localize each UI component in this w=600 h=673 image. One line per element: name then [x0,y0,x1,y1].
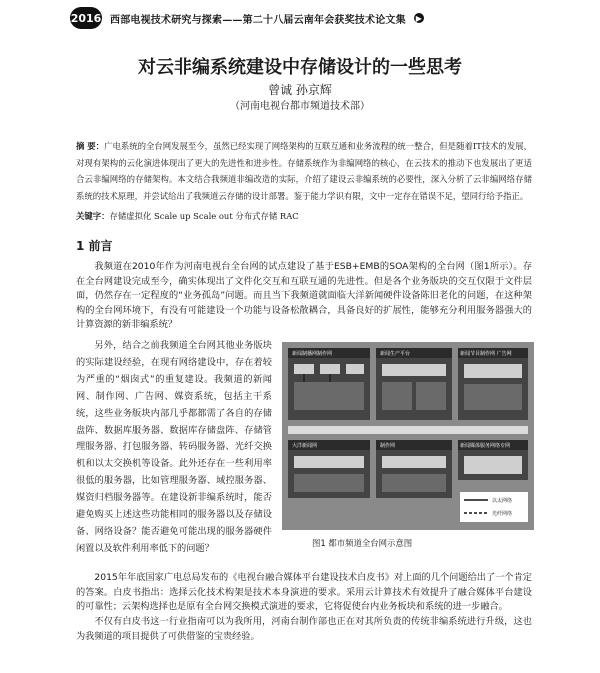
diagram-panel-5 [376,440,452,498]
journal-title: 西部电视技术研究与探索——第二十八届云南年会获奖技术论文集 [110,14,406,26]
legend-ethernet: 以太网络 [492,498,513,504]
body-paragraph: 不仅有白皮书这一行业指南可以为我所用，河南台制作部也正在对其所负责的传统非编系统进行升级，这也为我频道的项目提供了可供借鉴的宝贵经验。 [76,616,532,642]
keywords [76,210,532,222]
body-paragraph: 2015年年底国家广电总局发布的《电视台融合媒体平台建设技术白皮书》对上面的几个问题给出了一个肯定的答案。白皮书指出：选择云化技术构架是技术本身演进的要求。采用云计算技术有效提升了融合媒体平台建设的可靠性；云架构选择也是原有全台网交换模式演进的要求，它将促使台内业务板块和系统的进一步融合。 [76,572,532,613]
diagram-legend [460,492,528,522]
panel-label-6: 新闻媒体服务网络专网 [460,443,511,449]
panel-label-5: 制作网 [380,443,396,449]
section-heading: 1 前言 [76,239,113,253]
panel-label-4: 大洋新闻网 [292,443,318,449]
body-paragraph: 另外，结合之前我频道全台网其他业务版块的实际建设经验，在现有网络建设中，存在着较为严重的“烟囱式”的重复建设。我频道的新闻网、制作网、广告网、媒资系统，包括主干系统，这些业务版块内部几乎都都需了各自的存储盘阵、数据库服务器、数据库存储盘阵、存储管理服务器、打包服务器、转码服务器、光纤交换机和以太交换机等设备。此外还存在一些利用率很低的服务器，比如管理服务器、域控服务器、媒资归档服务器等。在建设新非编系统时，能否避免购买上述这些功能相同的服务器以及存储设备、网络设备？能否避免可能出现的服务器硬件闲置以及软件利用率低下的问题？ [76,340,272,554]
keywords-label: 关键字： [76,211,110,221]
arrow-icon: ▶ [415,13,422,23]
figure-caption: 图1 都市频道全台网示意图 [312,538,413,548]
paper-authors: 曾诚 孙京辉 [268,83,332,97]
figure-1 [282,342,534,530]
journal-header [70,6,582,30]
panel-label-1: 新闻制播网制作网 [292,351,333,357]
year-badge: 2016 [70,7,102,29]
abstract [76,138,532,204]
diagram-panel-6 [458,440,528,480]
legend-fiber: 光纤网络 [492,511,513,517]
abstract-label: 摘 要： [76,141,105,151]
diagram-panel-4 [288,440,370,498]
network-diagram [282,342,534,530]
diagram-panel-2 [376,348,452,420]
body-paragraph: 我频道在2010年作为河南电视台全台网的试点建设了基于ESB+EMB的SOA架构的全台网（图1所示）。存在全台网建设完成至今，确实体现出了文件化交互和互联互通的先进性。但是各个业务版块的交互仅限于文件层面，仍然存在一定程度的“业务孤岛”问题。而且当下我频道就面临大洋新闻硬件设备陈旧老化的问题，在这种架构的全台网环境下，有没有可能建设一个功能与设备松散耦合，具备良好的扩展性，能够充分利用服务器强大的计算资源的新非编系统？ [76,261,532,331]
panel-label-3: 新闻节目制作网 广告网 [460,351,512,357]
backbone-bar [288,426,528,434]
paper-title: 对云非编系统建设中存储设计的一些思考 [138,57,462,78]
diagram-panel-3 [458,348,528,420]
abstract-text: 广电系统的全台网发展至今，虽然已经实现了网络架构的互联互通和业务流程的统一整合，但是随着IT技术的发展，对现有架构的云化演进体现出了更大的先进性和进步性。存储系统作为非编网络的核心，在云技术的推动下也发展出了更适合云非编网络的存储架构。本文结合我频道非编改造的实际，介绍了建设云非编系统的必要性，深入分析了云非编网络存储系统的技术原理，并尝试给出了我频道云存储的设计部署。鉴于能力学识有限，文中一定存在错误不足，望同行给予指正。 [76,141,533,201]
panel-label-2: 新闻生产平台 [380,351,411,357]
diagram-panel-1 [288,348,370,420]
paper-affiliation: （河南电视台都市频道技术部） [230,101,370,112]
keywords-text: 存储虚拟化 Scale up Scale out 分布式存储 RAC [109,211,299,221]
